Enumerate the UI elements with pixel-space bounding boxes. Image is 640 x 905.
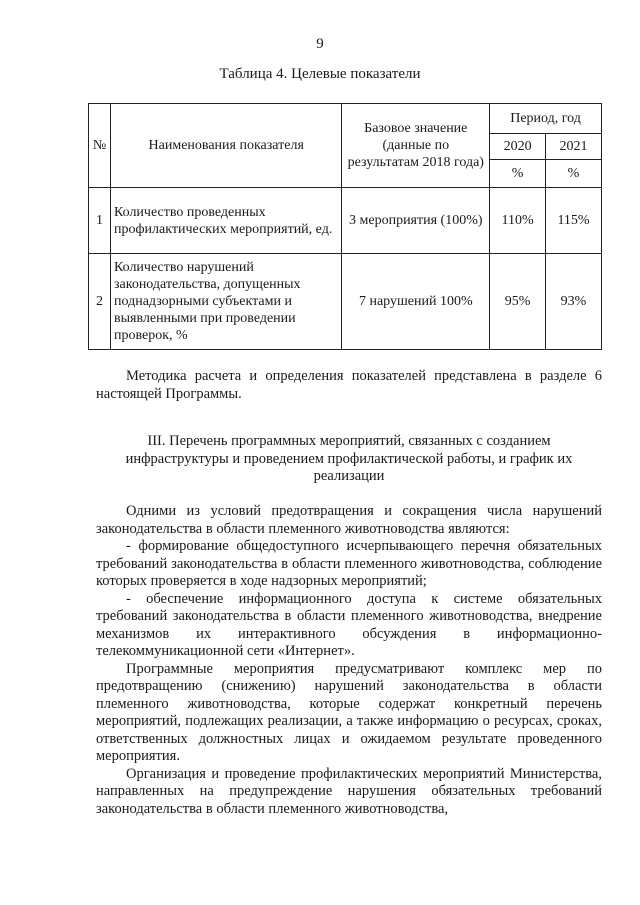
header-base: Базовое значение (данные по результатам 2018 года) bbox=[342, 104, 490, 188]
paragraph: Организация и проведение профилактических мероприятий Министерства, направленных на предупреждение нарушения обязательных требований законодательства в области племенного животноводства, bbox=[96, 765, 602, 817]
list-item: - формирование общедоступного исчерпывающего перечня обязательных требований законодательства в области племенного животноводства, соблюдение которых проверяется в ходе надзорных мероприятий; bbox=[96, 538, 602, 589]
row-num: 2 bbox=[89, 254, 111, 350]
section-body bbox=[96, 503, 602, 818]
header-year-2020: 2020 bbox=[490, 134, 546, 160]
paragraph: Одними из условий предотвращения и сокращения числа нарушений законодательства в области племенного животноводства являются: bbox=[96, 503, 602, 537]
header-name: Наименования показателя bbox=[110, 104, 341, 188]
table-title: Таблица 4. Целевые показатели bbox=[219, 66, 421, 82]
section-title: III. Перечень программных мероприятий, связанных с созданием инфраструктуры и проведением профилактической работы, и график их реализации bbox=[125, 433, 573, 484]
row-num: 1 bbox=[89, 188, 111, 254]
row-value-2020: 95% bbox=[490, 254, 546, 350]
indicators-table bbox=[88, 103, 602, 350]
header-num: № bbox=[89, 104, 111, 188]
header-unit-2021: % bbox=[546, 160, 602, 188]
row-value-2020: 110% bbox=[490, 188, 546, 254]
table-header-row bbox=[89, 104, 602, 134]
methodology-paragraph: Методика расчета и определения показателей представлена в разделе 6 настоящей Программы. bbox=[96, 368, 602, 402]
row-base: 7 нарушений 100% bbox=[342, 254, 490, 350]
row-value-2021: 93% bbox=[546, 254, 602, 350]
row-base: 3 мероприятия (100%) bbox=[342, 188, 490, 254]
row-value-2021: 115% bbox=[546, 188, 602, 254]
paragraph: Программные мероприятия предусматривают комплекс мер по предотвращению (снижению) нарушений законодательства в области племенного животноводства, которые содержат конкретный перечень мероприятий, подлежащих реализации, а также информацию о ресурсах, сроках, ответственных должностных лицах и ожидаемом результате проведенного мероприятия. bbox=[96, 660, 602, 764]
list-item: - обеспечение информационного доступа к системе обязательных требований законодательства в области племенного животноводства, внедрение механизмов их интерактивного обсуждения в информационно-телекоммуникационной сети «Интернет». bbox=[96, 590, 602, 659]
page-number: 9 bbox=[316, 36, 324, 52]
header-year-2021: 2021 bbox=[546, 134, 602, 160]
table-row bbox=[89, 188, 602, 254]
header-unit-2020: % bbox=[490, 160, 546, 188]
table-row bbox=[89, 254, 602, 350]
row-name: Количество проведенных профилактических мероприятий, ед. bbox=[110, 188, 341, 254]
header-period: Период, год bbox=[490, 104, 602, 134]
row-name: Количество нарушений законодательства, допущенных поднадзорными субъектами и выявленными при проведении проверок, % bbox=[110, 254, 341, 350]
